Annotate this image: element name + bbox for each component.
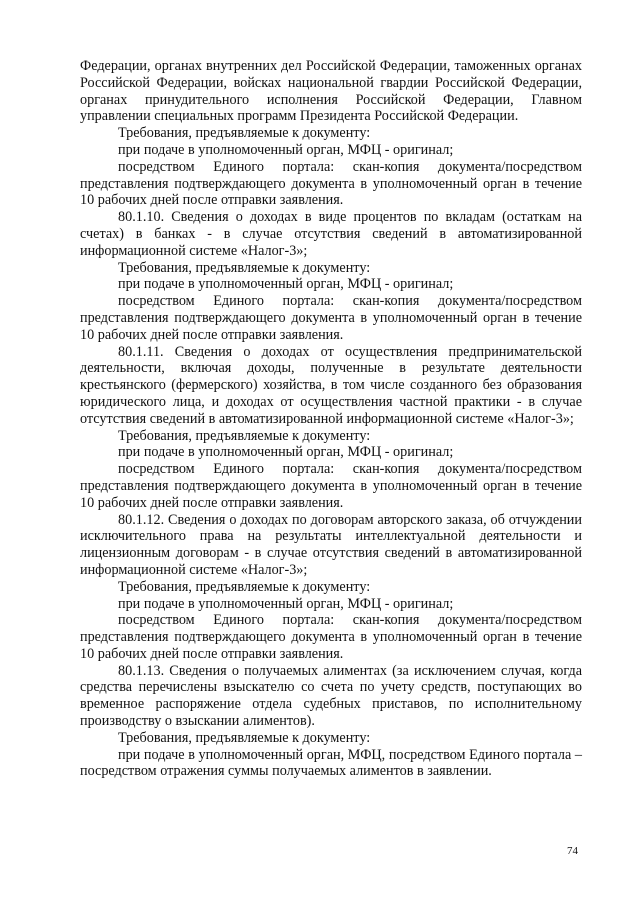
page-number: 74 [567, 845, 578, 857]
paragraph: посредством Единого портала: скан-копия документа/посредством представления подтверждающего документа в уполномоченный орган в течение 10 рабочих дней после отправки заявления. [80, 612, 582, 662]
paragraph: при подаче в уполномоченный орган, МФЦ, посредством Единого портала – посредством отражения суммы получаемых алиментов в заявлении. [80, 746, 582, 780]
paragraph: посредством Единого портала: скан-копия документа/посредством представления подтверждающего документа в уполномоченный орган в течение 10 рабочих дней после отправки заявления. [80, 158, 582, 209]
paragraph: при подаче в уполномоченный орган, МФЦ - оригинал; [118, 276, 454, 293]
paragraph: посредством Единого портала: скан-копия документа/посредством представления подтверждающего документа в уполномоченный орган в течение 10 рабочих дней после отправки заявления. [80, 293, 582, 343]
paragraph: Требования, предъявляемые к документу: [118, 427, 371, 444]
paragraph: 80.1.12. Сведения о доходах по договорам авторского заказа, об отчуждении исключительного права на результаты интеллектуальной деятельности и лицензионным договорам - в случае отсутствия сведений в автоматизированной информационной системе «Налог-3»; [80, 511, 582, 578]
paragraph: при подаче в уполномоченный орган, МФЦ - оригинал; [118, 595, 454, 612]
paragraph: 80.1.11. Сведения о доходах от осуществления предпринимательской деятельности, включая доходы, полученные в результате деятельности крестьянского (фермерского) хозяйства, в том числе созданного без образования юридического лица, и доходах от осуществления частной практики - в случае отсутствия сведений в автоматизированной информационной системе «Налог-3»; [80, 343, 582, 427]
paragraph: 80.1.13. Сведения о получаемых алиментах (за исключением случая, когда средства перечислены взыскателю со счета по учету средств, поступающих во временное распоряжение отдела судебных приставов, по исполнительному производству о взыскании алиментов). [80, 662, 582, 730]
paragraph: при подаче в уполномоченный орган, МФЦ - оригинал; [118, 141, 454, 158]
paragraph: Федерации, органах внутренних дел Российской Федерации, таможенных органах Российской Федерации, войсках национальной гвардии Российской Федерации, органах принудительного исполнения Российской Федерации, Главном управлении специальных программ Президента Российской Федерации. [80, 58, 582, 125]
paragraph: при подаче в уполномоченный орган, МФЦ - оригинал; [118, 444, 454, 461]
paragraph: Требования, предъявляемые к документу: [118, 259, 371, 276]
paragraph: Требования, предъявляемые к документу: [118, 578, 371, 595]
paragraph: Требования, предъявляемые к документу: [118, 125, 371, 142]
paragraph: Требования, предъявляемые к документу: [118, 729, 371, 746]
paragraph: посредством Единого портала: скан-копия документа/посредством представления подтверждающего документа в уполномоченный орган в течение 10 рабочих дней после отправки заявления. [80, 461, 582, 511]
document-body [80, 58, 582, 780]
paragraph: 80.1.10. Сведения о доходах в виде процентов по вкладам (остаткам на счетах) в банках - в случае отсутствия сведений в автоматизированной информационной системе «Налог-3»; [80, 209, 582, 259]
